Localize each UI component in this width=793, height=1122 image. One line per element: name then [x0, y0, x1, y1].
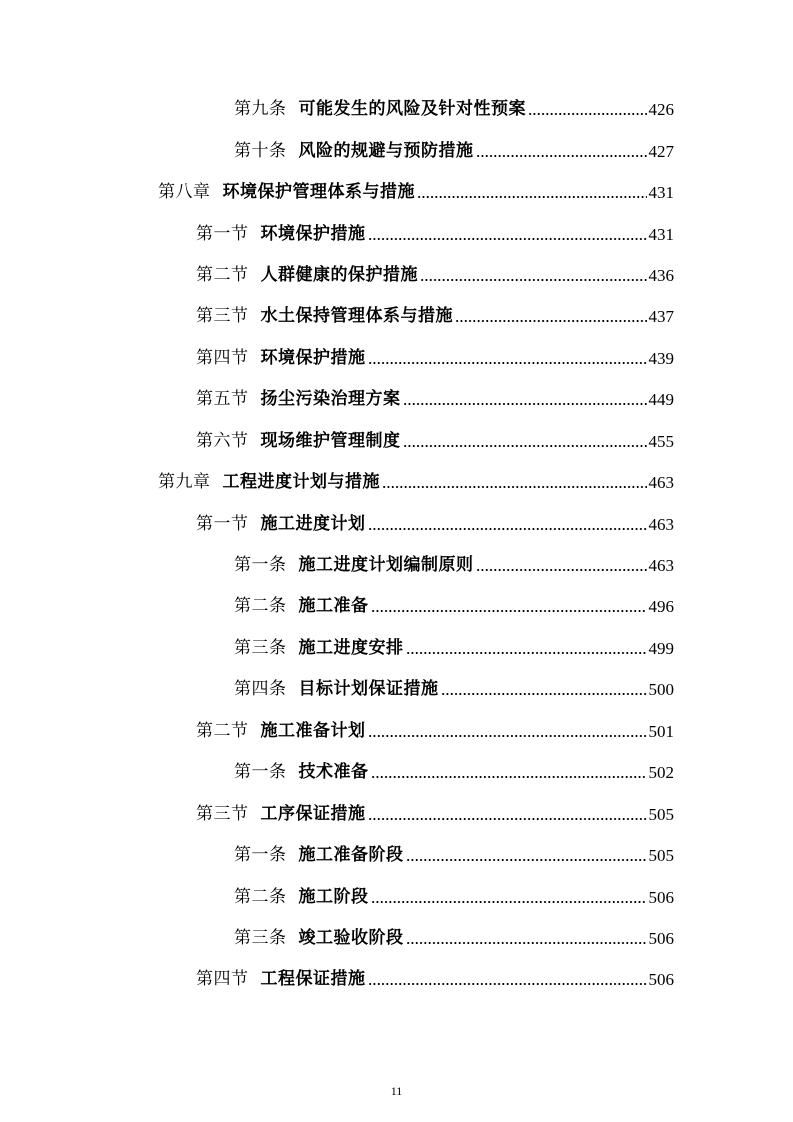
- dot-leader: [403, 445, 647, 447]
- toc-entry[interactable]: [0, 918, 793, 959]
- toc-entry-title: 环境保护措施: [260, 223, 366, 244]
- toc-entry-number: 第二条: [234, 886, 287, 907]
- toc-entry[interactable]: [0, 130, 793, 171]
- toc-entry-page: 506: [648, 887, 674, 907]
- toc-entry-page: 502: [648, 763, 674, 783]
- toc-entry-page: 437: [648, 307, 674, 327]
- toc-entry-number: 第四节: [196, 969, 249, 990]
- dot-leader: [417, 196, 647, 198]
- toc-entry-title: 环境保护措施: [260, 347, 366, 368]
- toc-entry-number: 第一条: [234, 555, 287, 576]
- toc-entry-page: 449: [648, 390, 674, 410]
- toc-entry-title: 施工准备计划: [260, 720, 366, 741]
- toc-entry[interactable]: [0, 421, 793, 462]
- toc-entry-title: 工序保证措施: [260, 803, 366, 824]
- toc-entry-number: 第一节: [196, 223, 249, 244]
- toc-entry-page: 463: [648, 556, 674, 576]
- toc-entry-page: 463: [648, 514, 674, 534]
- toc-entry[interactable]: [0, 835, 793, 876]
- toc-entry[interactable]: [0, 89, 793, 130]
- dot-leader: [420, 279, 647, 281]
- toc-entry-number: 第四条: [234, 679, 287, 700]
- toc-entry[interactable]: [0, 876, 793, 917]
- toc-entry-page: 501: [648, 721, 674, 741]
- toc-entry[interactable]: [0, 711, 793, 752]
- toc-entry-number: 第八章: [158, 182, 211, 203]
- toc-entry-number: 第一条: [234, 845, 287, 866]
- toc-entry-page: 431: [648, 183, 674, 203]
- toc-entry-number: 第一节: [196, 513, 249, 534]
- toc-entry-title: 施工阶段: [298, 886, 369, 907]
- dot-leader: [371, 901, 647, 903]
- toc-entry-title: 竣工验收阶段: [298, 927, 404, 948]
- toc-entry-number: 第九条: [234, 99, 287, 120]
- toc-entry-title: 目标计划保证措施: [298, 679, 439, 700]
- dot-leader: [371, 610, 647, 612]
- toc-entry-number: 第一条: [234, 762, 287, 783]
- dot-leader: [455, 320, 647, 322]
- toc-entry[interactable]: [0, 586, 793, 627]
- toc-entry-number: 第四节: [196, 347, 249, 368]
- toc-entry-title: 可能发生的风险及针对性预案: [298, 99, 526, 120]
- toc-entry-title: 风险的规避与预防措施: [298, 140, 474, 161]
- toc-entry[interactable]: [0, 503, 793, 544]
- dot-leader: [368, 362, 647, 364]
- dot-leader: [368, 735, 647, 737]
- toc-entry-title: 扬尘污染治理方案: [260, 389, 401, 410]
- toc-entry-number: 第三条: [234, 927, 287, 948]
- toc-entry-title: 工程保证措施: [260, 969, 366, 990]
- dot-leader: [368, 528, 647, 530]
- dot-leader: [368, 983, 647, 985]
- dot-leader: [382, 486, 647, 488]
- dot-leader: [406, 942, 647, 944]
- toc-entry-title: 人群健康的保护措施: [260, 264, 418, 285]
- toc-entry-number: 第三节: [196, 306, 249, 327]
- toc-entry[interactable]: [0, 752, 793, 793]
- toc-entry-number: 第五节: [196, 389, 249, 410]
- toc-entry-number: 第二节: [196, 264, 249, 285]
- toc-entry-page: 431: [648, 224, 674, 244]
- toc-entry-number: 第九章: [158, 472, 211, 493]
- toc-entry-page: 505: [648, 846, 674, 866]
- toc-entry-number: 第三节: [196, 803, 249, 824]
- toc-entry-page: 427: [648, 141, 674, 161]
- toc-entry-number: 第六节: [196, 430, 249, 451]
- toc-entry-number: 第二条: [234, 596, 287, 617]
- toc-entry-title: 工程进度计划与措施: [222, 472, 380, 493]
- toc-entry[interactable]: [0, 213, 793, 254]
- toc-entry[interactable]: [0, 959, 793, 1000]
- toc-entry-page: 436: [648, 265, 674, 285]
- toc-entry-page: 496: [648, 597, 674, 617]
- toc-entry[interactable]: [0, 669, 793, 710]
- toc-entry-number: 第二节: [196, 720, 249, 741]
- toc-entry[interactable]: [0, 379, 793, 420]
- toc-entry[interactable]: [0, 172, 793, 213]
- toc-entry[interactable]: [0, 296, 793, 337]
- dot-leader: [406, 859, 647, 861]
- dot-leader: [406, 652, 647, 654]
- toc-entry[interactable]: [0, 628, 793, 669]
- toc-entry-title: 施工准备阶段: [298, 845, 404, 866]
- toc-entry[interactable]: [0, 338, 793, 379]
- toc-entry-number: 第十条: [234, 140, 287, 161]
- toc-entry-page: 499: [648, 638, 674, 658]
- toc-entry-title: 现场维护管理制度: [260, 430, 401, 451]
- toc-entry[interactable]: [0, 793, 793, 834]
- toc-entry-title: 水土保持管理体系与措施: [260, 306, 453, 327]
- toc-entry-title: 技术准备: [298, 762, 369, 783]
- dot-leader: [371, 776, 647, 778]
- toc-entry-page: 505: [648, 804, 674, 824]
- toc-entry-page: 455: [648, 431, 674, 451]
- dot-leader: [403, 403, 647, 405]
- toc-entry-page: 500: [648, 680, 674, 700]
- toc-entry-title: 施工准备: [298, 596, 369, 617]
- toc-entry-page: 463: [648, 473, 674, 493]
- dot-leader: [528, 113, 647, 115]
- toc-entry-title: 施工进度计划: [260, 513, 366, 534]
- toc-entry-title: 环境保护管理体系与措施: [222, 182, 415, 203]
- dot-leader: [441, 693, 647, 695]
- toc-entry-page: 426: [648, 100, 674, 120]
- dot-leader: [476, 155, 647, 157]
- toc-entry-title: 施工进度安排: [298, 637, 404, 658]
- toc-entry[interactable]: [0, 545, 793, 586]
- dot-leader: [368, 238, 647, 240]
- dot-leader: [368, 818, 647, 820]
- toc-entry[interactable]: [0, 255, 793, 296]
- table-of-contents: [0, 89, 793, 1001]
- toc-entry-title: 施工进度计划编制原则: [298, 555, 474, 576]
- toc-entry-page: 506: [648, 970, 674, 990]
- toc-entry-page: 439: [648, 348, 674, 368]
- toc-entry-number: 第三条: [234, 637, 287, 658]
- toc-entry[interactable]: [0, 462, 793, 503]
- dot-leader: [476, 569, 647, 571]
- footer-page-number: 11: [390, 1084, 403, 1098]
- toc-entry-page: 506: [648, 928, 674, 948]
